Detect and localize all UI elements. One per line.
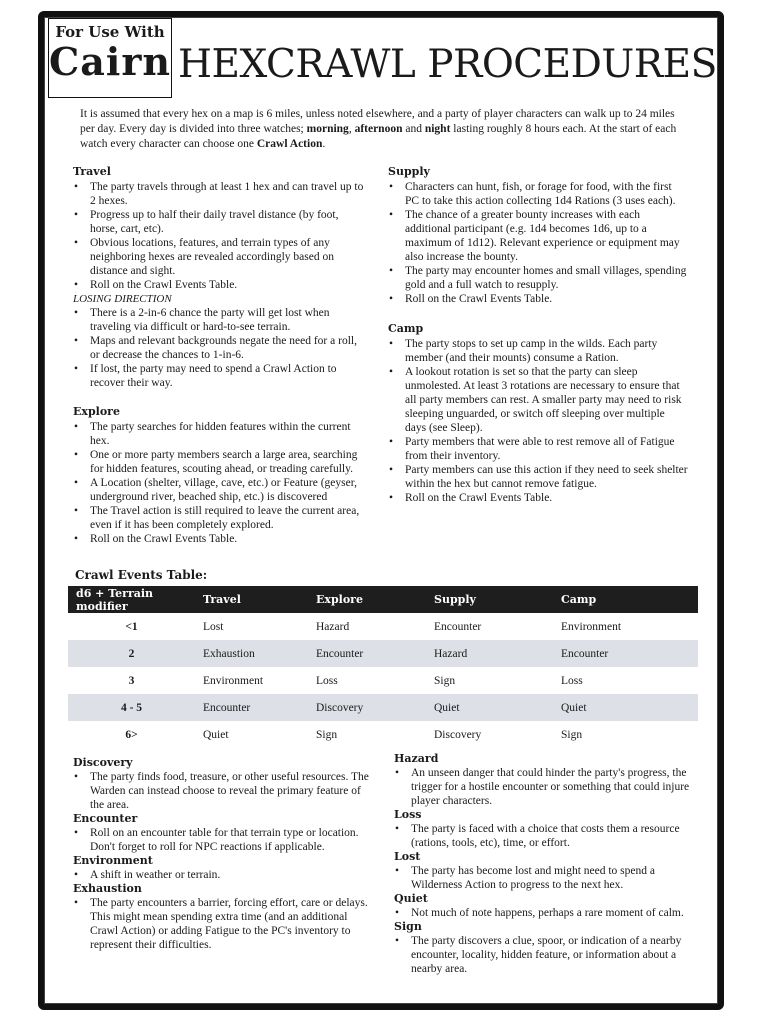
list-item: • The party finds food, treasure, or other useful resources. The Warden can instead choose to reveal the primary feature of the area. (73, 770, 373, 812)
list-item: • The party is faced with a choice that costs them a resource (rations, tools, etc), time, or effort. (394, 822, 692, 850)
column-header: Supply (426, 586, 553, 613)
table-cell: Environment (561, 620, 622, 633)
list-item: • The chance of a greater bounty increases with each additional participant (e.g. 1d4 becomes 1d6, up to a maximum of 1d12). Relevant experience or equipment may also increase the bounty. (388, 208, 688, 264)
list-item: • Roll on the Crawl Events Table. (388, 491, 688, 505)
list-item: • Characters can hunt, fish, or forage for food, with the first PC to take this action collecting 1d4 Rations (3 uses each). (388, 180, 688, 208)
table-row (68, 613, 698, 640)
list-item: • A Location (shelter, village, cave, etc.) or Feature (geyser, underground river, beached ship, etc.) is discovered (73, 476, 365, 504)
column-header: Camp (553, 586, 698, 613)
table-cell: Encounter (434, 620, 482, 633)
cairn-badge (48, 18, 172, 98)
list-item: • Party members that were able to rest remove all of Fatigue from their inventory. (388, 435, 688, 463)
table-cell: Exhaustion (195, 640, 308, 667)
camp-section (388, 322, 688, 505)
definitions-left (73, 756, 373, 952)
definition-list (394, 906, 692, 920)
table-row (68, 667, 698, 694)
table-cell: Loss (561, 674, 583, 687)
list-item: • A shift in weather or terrain. (73, 868, 373, 882)
definition-term: Loss (394, 808, 422, 821)
list-item: • Party members can use this action if they need to seek shelter within the hex but cannot remove fatigue. (388, 463, 688, 491)
table-cell: Discovery (308, 694, 426, 721)
left-column (73, 165, 365, 558)
camp-heading: Camp (388, 322, 424, 335)
definition-list (394, 864, 692, 892)
table-cell: <1 (125, 620, 138, 633)
travel-list (73, 180, 365, 292)
definitions-right (394, 752, 692, 976)
definition-list (73, 896, 373, 952)
badge-caption: For Use With (55, 23, 165, 41)
list-item: • The party encounters a barrier, forcing effort, care or delays. This might mean spending extra time (and an additional Crawl Action) or adding Fatigue to the PC's inventory to represent their difficulties. (73, 896, 373, 952)
table-cell: 4 - 5 (68, 694, 195, 721)
table-cell: Sign (316, 728, 338, 741)
right-column (388, 165, 688, 517)
table-cell: 2 (68, 640, 195, 667)
intro-end: . (322, 138, 326, 150)
table-cell: Lost (203, 620, 224, 633)
table-row (68, 694, 698, 721)
intro-afternoon: afternoon (354, 123, 403, 135)
definition-list (73, 826, 373, 854)
table-cell: Discovery (434, 728, 482, 741)
definition-list (73, 868, 373, 882)
intro-text: lasting roughly 8 hours each. At the start of each watch every character can choose one (80, 123, 677, 150)
definition-term: Sign (394, 920, 422, 933)
supply-heading: Supply (388, 165, 430, 178)
table-cell: Environment (203, 674, 264, 687)
intro-sep: , (348, 123, 355, 135)
crawl-events-table (68, 586, 698, 748)
intro-paragraph (80, 107, 680, 152)
intro-crawl-action: Crawl Action (256, 138, 323, 150)
travel-heading: Travel (73, 165, 111, 178)
table-cell: Sign (434, 674, 456, 687)
intro-sep: and (402, 123, 425, 135)
page-title: HEXCRAWL PROCEDURES (178, 42, 717, 87)
table-cell: Quiet (426, 694, 553, 721)
table-row (68, 721, 698, 748)
table-cell: Loss (316, 674, 338, 687)
list-item: • The party travels through at least 1 hex and can travel up to 2 hexes. (73, 180, 365, 208)
list-item: • Roll on the Crawl Events Table. (73, 532, 365, 546)
crawl-table-title: Crawl Events Table: (75, 568, 208, 582)
column-header: Travel (195, 586, 308, 613)
table-header-row (68, 586, 698, 613)
explore-list (73, 420, 365, 546)
list-item: • The party searches for hidden features within the current hex. (73, 420, 365, 448)
cairn-logo: Cairn (49, 39, 171, 84)
table-cell: 3 (128, 674, 135, 687)
list-item: • Roll on the Crawl Events Table. (73, 278, 365, 292)
definition-list (73, 770, 373, 812)
list-item: • The party may encounter homes and small villages, spending gold and a full watch to resupply. (388, 264, 688, 292)
column-header: Explore (308, 586, 426, 613)
intro-text: It is assumed that every hex on a map is 6 miles, unless noted elsewhere, and a party of player characters can walk up to 24 miles per day. Every day is divided into three watches; (80, 108, 675, 135)
table-cell: Encounter (308, 640, 426, 667)
intro-morning: morning (306, 123, 349, 135)
explore-section (73, 405, 365, 546)
table-cell: Sign (561, 728, 583, 741)
definition-term: Environment (73, 854, 153, 867)
supply-list (388, 180, 688, 306)
list-item: • Obvious locations, features, and terrain types of any neighboring hexes are revealed accordingly based on distance and sight. (73, 236, 365, 278)
list-item: • The party discovers a clue, spoor, or indication of a nearby encounter, locality, hidden feature, or information about a nearby area. (394, 934, 692, 976)
list-item: • A lookout rotation is set so that the party can sleep unmolested. At least 3 rotations are necessary to ensure that all party members can rest. A smaller party may need to risk sleeping unguarded, or switch off sleeping over multiple days (see Sleep). (388, 365, 688, 435)
list-item: • There is a 2-in-6 chance the party will get lost when traveling via difficult or hard-to-see terrain. (73, 306, 365, 334)
travel-section (73, 165, 365, 390)
list-item: • The Travel action is still required to leave the current area, even if it has been completely explored. (73, 504, 365, 532)
table-cell: Quiet (203, 728, 229, 741)
list-item: • Roll on an encounter table for that terrain type or location. Don't forget to roll for NPC reactions if applicable. (73, 826, 373, 854)
explore-heading: Explore (73, 405, 120, 418)
definition-term: Encounter (73, 812, 138, 825)
table-row (68, 640, 698, 667)
losing-direction-heading: LOSING DIRECTION (73, 293, 172, 305)
list-item: • The party has become lost and might need to spend a Wilderness Action to progress to the next hex. (394, 864, 692, 892)
definition-term: Exhaustion (73, 882, 142, 895)
list-item: • Not much of note happens, perhaps a rare moment of calm. (394, 906, 692, 920)
intro-night: night (424, 123, 451, 135)
definition-term: Quiet (394, 892, 428, 905)
definition-term: Lost (394, 850, 421, 863)
definition-term: Hazard (394, 752, 439, 765)
list-item: • The party stops to set up camp in the wilds. Each party member (and their mounts) consume a Ration. (388, 337, 688, 365)
list-item: • Maps and relevant backgrounds negate the need for a roll, or decrease the chances to 1-in-6. (73, 334, 365, 362)
table-cell: Encounter (195, 694, 308, 721)
table-cell: Quiet (553, 694, 698, 721)
list-item: • An unseen danger that could hinder the party's progress, the trigger for a hostile encounter or something that could injure player characters. (394, 766, 692, 808)
definition-list (394, 822, 692, 850)
column-header: d6 + Terrain modifier (68, 586, 195, 613)
table-cell: Encounter (553, 640, 698, 667)
list-item: • Roll on the Crawl Events Table. (388, 292, 688, 306)
definition-list (394, 766, 692, 808)
table-cell: Hazard (316, 620, 350, 633)
list-item: • If lost, the party may need to spend a Crawl Action to recover their way. (73, 362, 365, 390)
losing-direction-list (73, 306, 365, 390)
camp-list (388, 337, 688, 505)
supply-section (388, 165, 688, 306)
definition-list (394, 934, 692, 976)
table-cell: 6> (125, 728, 138, 741)
list-item: • One or more party members search a large area, searching for hidden features, scouting ahead, or treading carefully. (73, 448, 365, 476)
table-cell: Hazard (426, 640, 553, 667)
definition-term: Discovery (73, 756, 133, 769)
list-item: • Progress up to half their daily travel distance (by foot, horse, cart, etc). (73, 208, 365, 236)
